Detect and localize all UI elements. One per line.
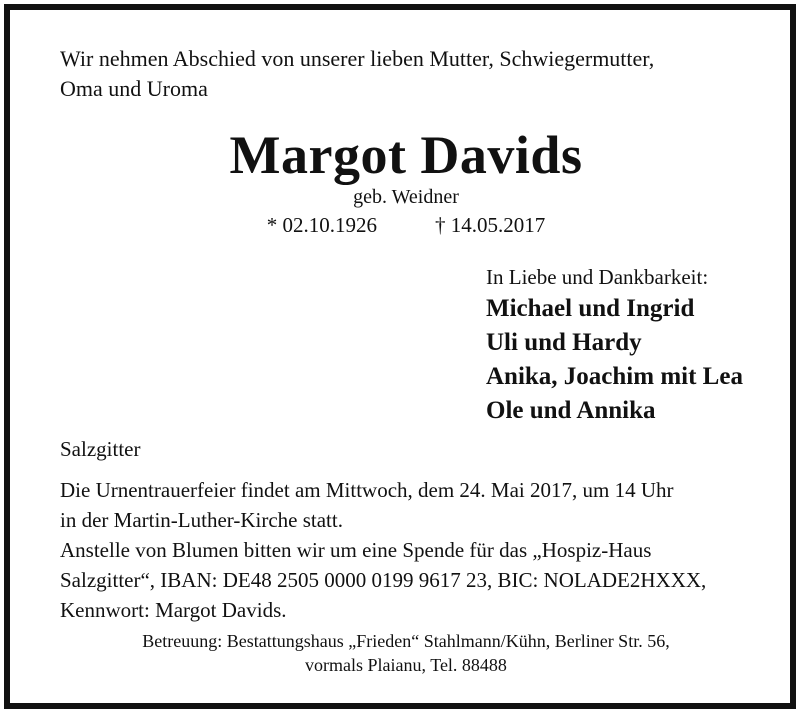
service-details	[60, 475, 760, 625]
donation-line: Salzgitter“, IBAN: DE48 2505 0000 0199 9617 23, BIC: NOLADE2HXXX,	[60, 568, 707, 592]
birth-date: * 02.10.1926	[266, 213, 377, 237]
service-line: in der Martin-Luther-Kirche statt.	[60, 508, 343, 532]
mourner-name: Ole und Annika	[486, 397, 656, 424]
footer-line: vormals Plaianu, Tel. 88488	[305, 655, 507, 675]
deceased-name: Margot Davids	[229, 125, 583, 185]
mourners-block	[486, 262, 786, 428]
mourners-intro: In Liebe und Dankbarkeit:	[486, 265, 709, 289]
place: Salzgitter	[60, 437, 141, 461]
intro-text	[60, 44, 760, 104]
intro-line: Wir nehmen Abschied von unserer lieben Mutter, Schwiegermutter,	[60, 46, 655, 71]
service-line: Die Urnentrauerfeier findet am Mittwoch, dem 24. Mai 2017, um 14 Uhr	[60, 478, 674, 502]
funeral-home-footer	[10, 629, 800, 677]
donation-line: Anstelle von Blumen bitten wir um eine Spende für das „Hospiz-Haus	[60, 538, 652, 562]
donation-line: Kennwort: Margot Davids.	[60, 598, 287, 622]
mourner-name: Michael und Ingrid	[486, 295, 695, 322]
mourner-name: Uli und Hardy	[486, 329, 642, 356]
life-dates	[10, 211, 800, 239]
intro-line: Oma und Uroma	[60, 76, 208, 101]
footer-line: Betreuung: Bestattungshaus „Frieden“ Stahlmann/Kühn, Berliner Str. 56,	[142, 631, 670, 651]
maiden-name: geb. Weidner	[353, 186, 459, 208]
obituary-notice	[4, 4, 796, 709]
mourner-name: Anika, Joachim mit Lea	[486, 363, 743, 390]
death-date: † 14.05.2017	[435, 213, 546, 237]
